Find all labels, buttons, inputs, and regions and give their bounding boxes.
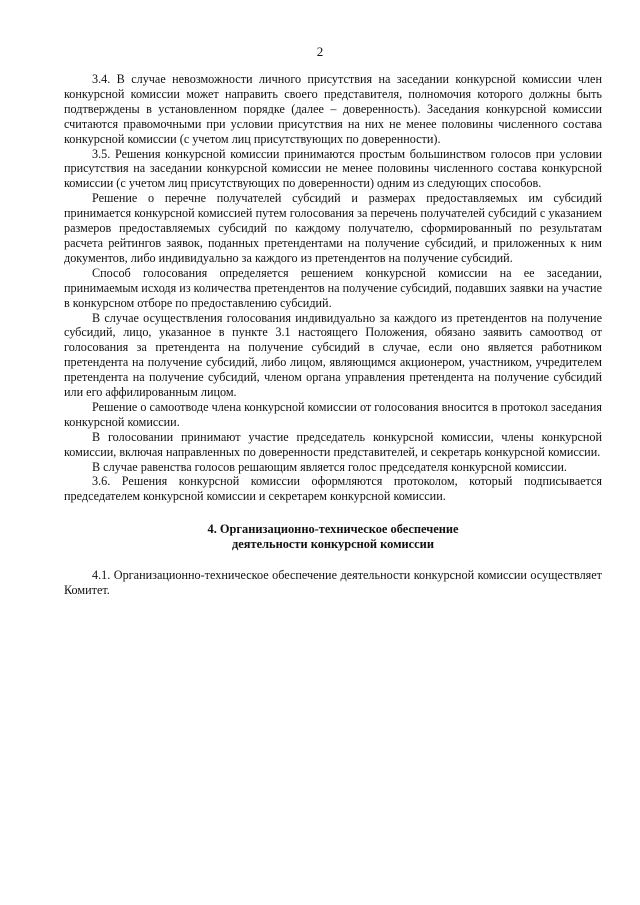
paragraph-3-6: 3.6. Решения конкурсной комиссии оформляются протоколом, который подписывается председателем конкурсной комиссии и секретарем конкурсной комиссии. [64, 474, 602, 504]
section-heading-line-1: 4. Организационно-техническое обеспечение [207, 522, 459, 537]
paragraph-3-4: 3.4. В случае невозможности личного присутствия на заседании конкурсной комиссии член конкурсной комиссии может направить своего представителя, полномочия которого должны быть подтверждены в установленном порядке (далее – доверенность). Заседания конкурсной комиссии считаются правомочными при условии присутствия на них не менее половины численного состава конкурсной комиссии (с учетом лиц присутствующих по доверенности). [64, 72, 602, 146]
paragraph-decision-list: Решение о перечне получателей субсидий и размерах предоставляемых им субсидий принимается конкурсной комиссией путем голосования за перечень получателей субсидий с указанием размеров предоставляемых субсидий по каждому получателю, сформированный по результатам расчета рейтингов заявок, поданных претендентами на получение субсидий, и приложенных к ним документов, либо индивидуально за каждого из претендентов на получение субсидий. [64, 191, 602, 265]
paragraph-3-5: 3.5. Решения конкурсной комиссии принимаются простым большинством голосов при условии присутствия на заседании конкурсной комиссии не менее половины численного состава конкурсной комиссии (с учетом лиц присутствующих по доверенности) одним из следующих способов. [64, 146, 602, 191]
paragraph-recusal-protocol: Решение о самоотводе члена конкурсной комиссии от голосования вносится в протокол заседания конкурсной комиссии. [64, 399, 602, 429]
paragraph-4-1: 4.1. Организационно-техническое обеспечение деятельности конкурсной комиссии осуществляет Комитет. [64, 568, 602, 598]
section-heading-line-2: деятельности конкурсной комиссии [232, 537, 434, 552]
paragraph-voting-participants: В голосовании принимают участие председатель конкурсной комиссии, члены конкурсной комиссии, включая направленных по доверенности представителей, и секретарь конкурсной комиссии. [64, 429, 602, 459]
page-number: 2 [316, 44, 324, 59]
paragraph-self-recusal: В случае осуществления голосования индивидуально за каждого из претендентов на получение субсидий, лицо, указанное в пункте 3.1 настоящего Положения, обязано заявить самоотвод от голосования за претендента на получение субсидий в случае, если оно является работником претендента на получение субсидий, либо лицом, являющимся акционером, участником, учредителем претендента на получение субсидий, членом органа управления претендента на получение субсидий или его аффилированным лицом. [64, 310, 602, 400]
section-heading [64, 522, 602, 552]
paragraph-voting-method: Способ голосования определяется решением конкурсной комиссии на ее заседании, принимаемым исходя из количества претендентов на получение субсидий, подавших заявки на участие в конкурсном отборе по предоставлению субсидий. [64, 265, 602, 310]
paragraph-tie-vote: В случае равенства голосов решающим является голос председателя конкурсной комиссии. [92, 459, 567, 474]
document-body [64, 72, 602, 598]
